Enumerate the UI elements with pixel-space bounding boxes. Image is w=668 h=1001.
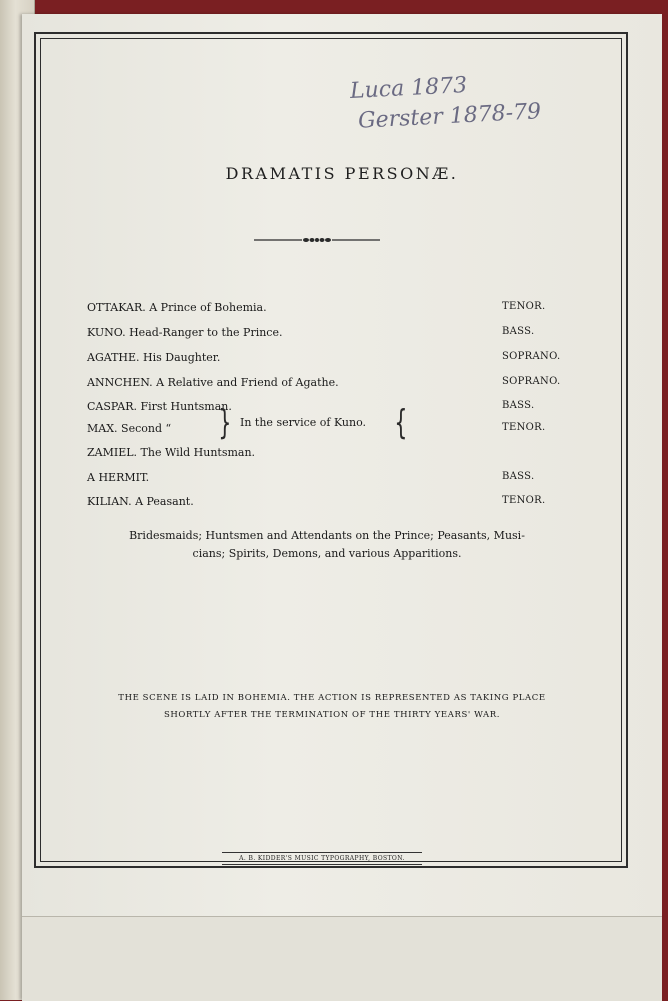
cast-row-annchen [87,376,582,392]
extras-line-2: cians; Spirits, Demons, and various Apparitions. [192,547,462,560]
cast-row-ottakar [87,301,582,317]
page-title: DRAMATIS PERSONÆ. [225,164,459,183]
cast-row-kuno [87,326,582,342]
scene-line-2: SHORTLY AFTER THE TERMINATION OF THE THIRTY YEARS' WAR. [163,710,501,720]
cast-desc: OTTAKAR. A Prince of Bohemia. [87,301,267,314]
cast-desc: A HERMIT. [87,471,150,484]
handwritten-annotation-gerster: Gerster 1878-79 [357,99,542,134]
cast-voice: SOPRANO. [502,351,561,362]
next-page-edge [22,916,662,1001]
cast-row-kilian [87,495,582,511]
book-page [22,14,662,1000]
handwritten-annotation-luca: Luca 1873 [349,72,468,105]
left-brace-icon: } [218,403,232,443]
cast-voice: BASS. [502,471,535,482]
printer-credit: A. B. KIDDER'S MUSIC TYPOGRAPHY, BOSTON. [222,852,422,862]
cast-desc: KUNO. Head-Ranger to the Prince. [87,326,283,339]
ornament-divider-icon [254,236,380,244]
service-group [214,403,424,446]
cast-row-hermit [87,471,582,487]
cast-row-zamiel [87,446,582,462]
scene-line-1: THE SCENE IS LAID IN BOHEMIA. THE ACTION IS REPRESENTED AS TAKING PLACE [118,693,546,703]
cast-row-agathe [87,351,582,367]
cast-voice: BASS. [502,400,535,411]
cast-voice: BASS. [502,326,535,337]
cast-desc: ANNCHEN. A Relative and Friend of Agathe. [87,376,339,389]
printer-rule [222,864,422,865]
cast-voice: TENOR. [502,301,546,312]
cast-desc: CASPAR. First Huntsman. [87,400,232,413]
cast-voice: TENOR. [502,495,546,506]
cast-desc: MAX. Second “ [87,422,172,435]
cast-desc: AGATHE. His Daughter. [87,351,221,364]
cast-voice: TENOR. [502,422,546,433]
service-note: In the service of Kuno. [240,416,367,429]
cast-voice: SOPRANO. [502,376,561,387]
right-brace-icon: { [394,403,408,443]
cast-desc: KILIAN. A Peasant. [87,495,194,508]
cast-desc: ZAMIEL. The Wild Huntsman. [87,446,256,459]
extras-line-1: Bridesmaids; Huntsmen and Attendants on the Prince; Peasants, Musi- [129,529,525,542]
